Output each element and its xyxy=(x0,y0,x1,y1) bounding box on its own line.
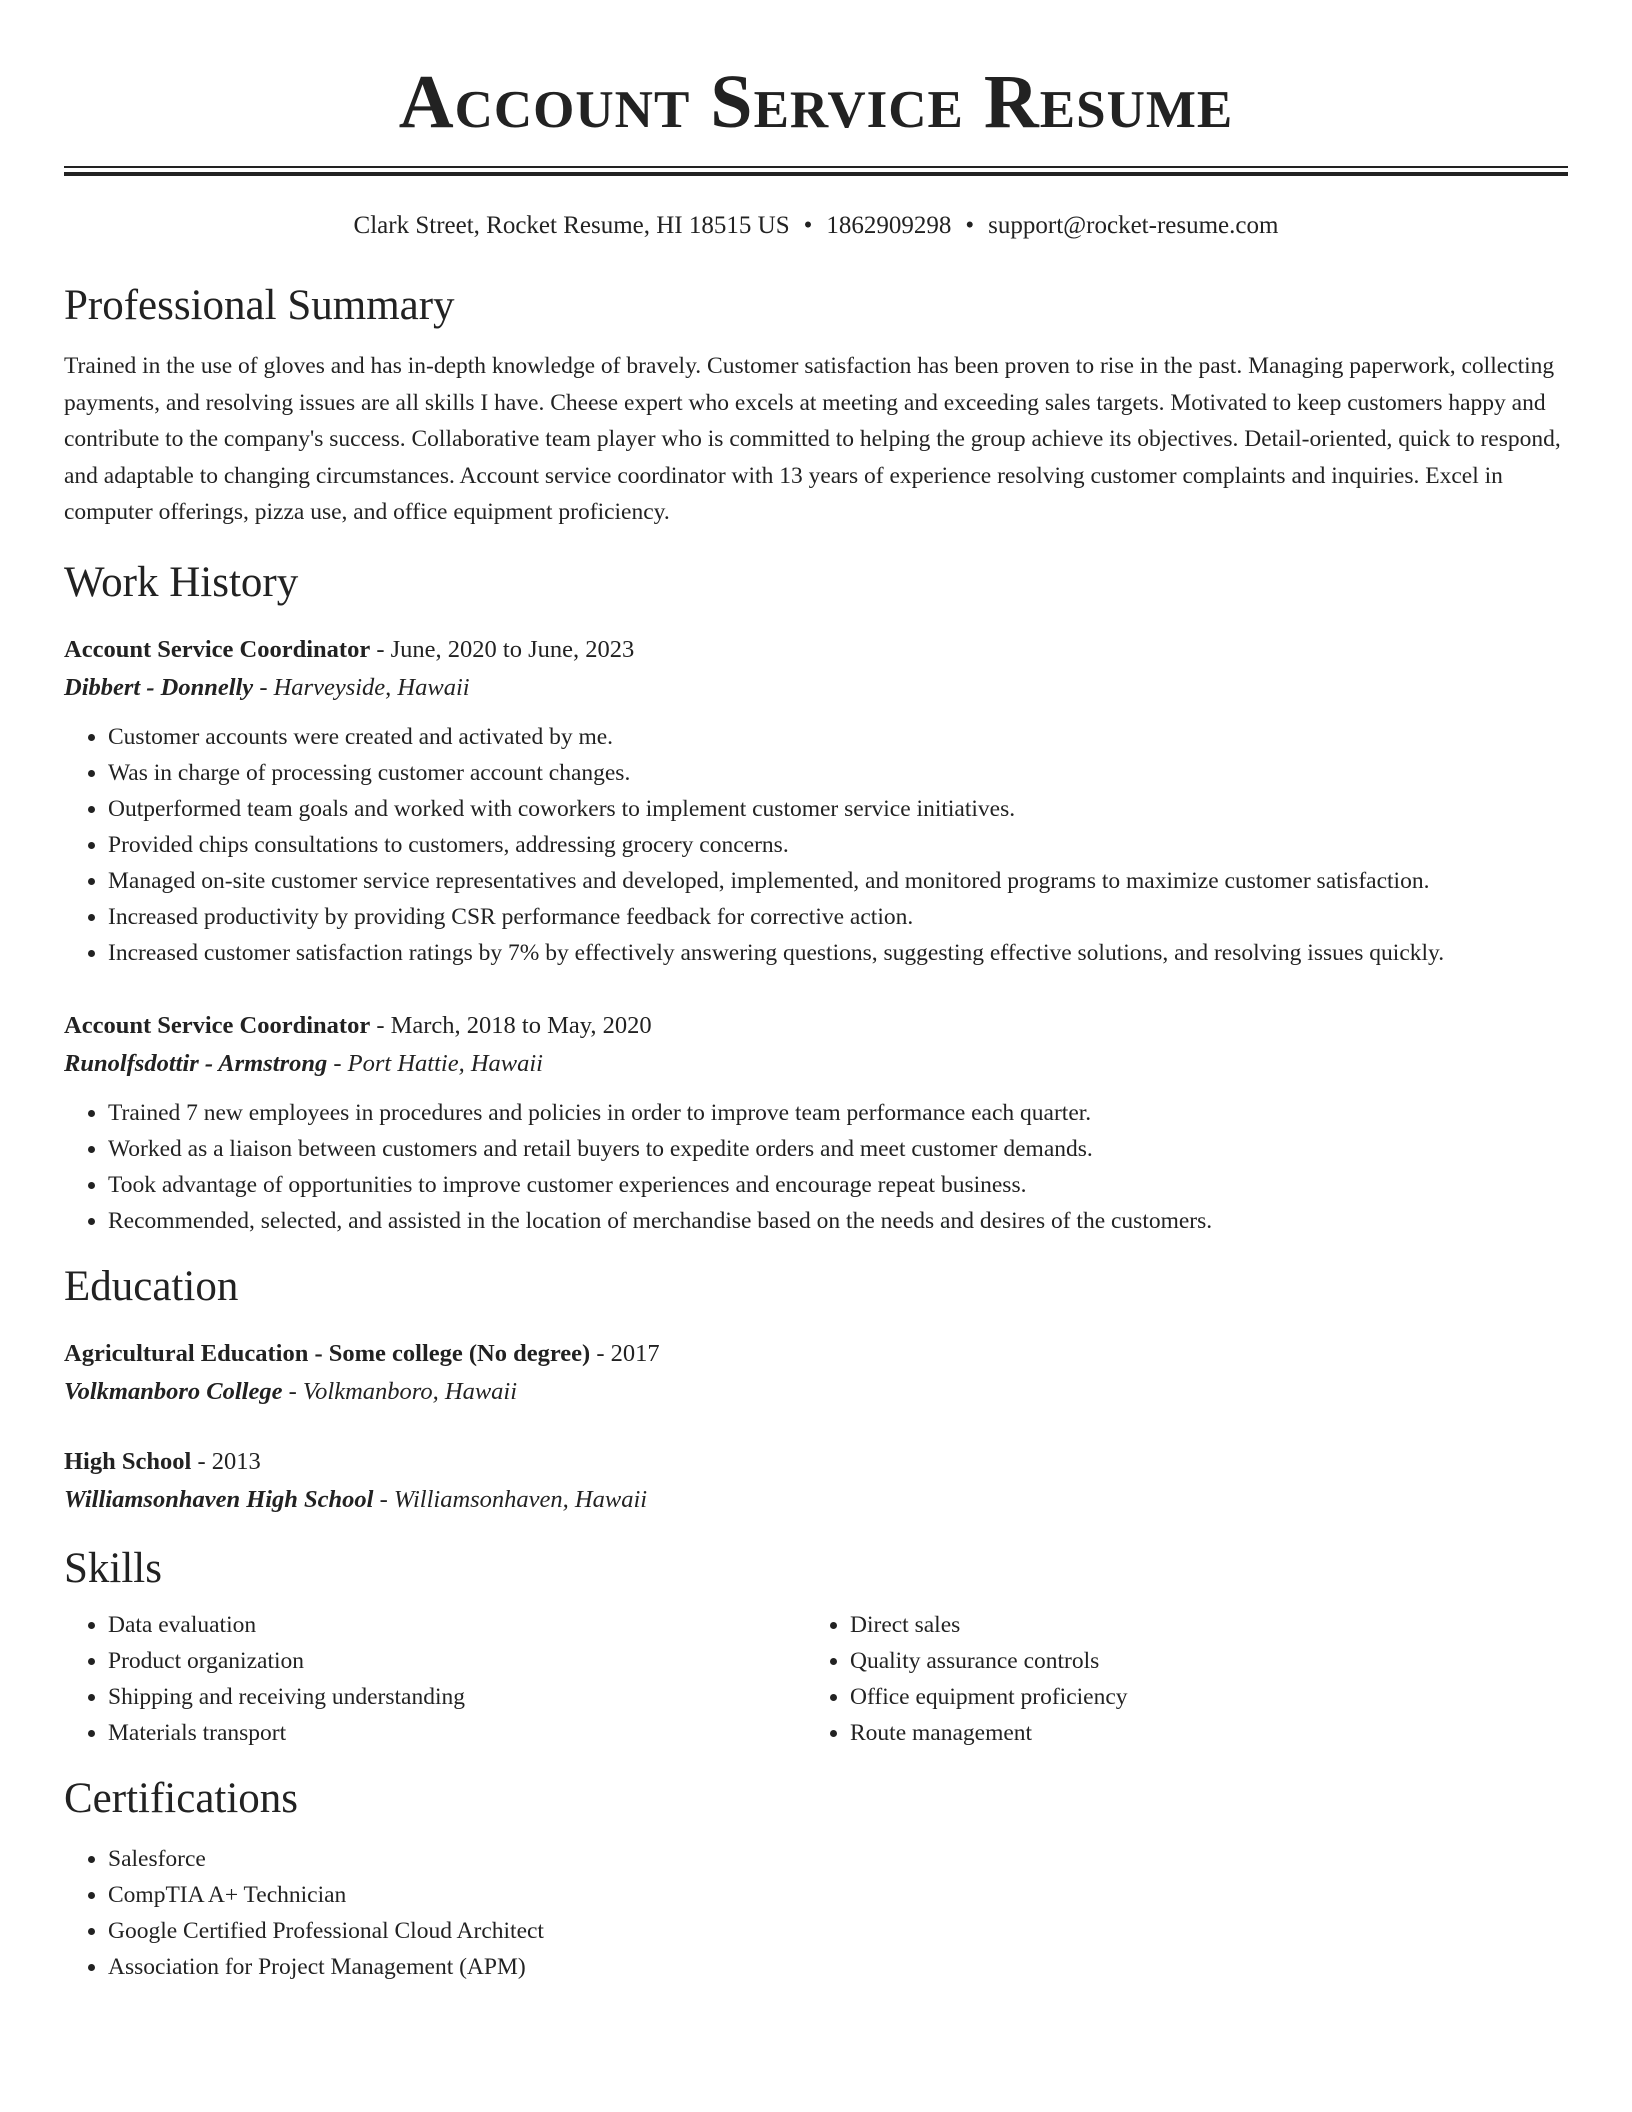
list-item: • Shipping and receiving understanding xyxy=(108,1679,806,1715)
list-item: • Took advantage of opportunities to improve customer experiences and encourage repeat business. xyxy=(108,1167,1568,1203)
list-item: • Route management xyxy=(850,1715,1548,1751)
education-entry xyxy=(64,1443,1568,1519)
list-item: • Outperformed team goals and worked with coworkers to implement customer service initiatives. xyxy=(108,791,1568,827)
list-item: • CompTIA A+ Technician xyxy=(108,1877,1568,1913)
skills-list xyxy=(64,1607,806,1751)
list-item: • Salesforce xyxy=(108,1841,1568,1877)
summary-text: Trained in the use of gloves and has in-depth knowledge of bravely. Customer satisfaction has been proven to rise in the past. Managing paperwork, collecting payments, and resolving issues are all skills I have. Cheese expert who excels at meeting and exceeding sales targets. Motivated to keep customers happy and contribute to the company's success. Collaborative team player who is committed to helping the group achieve its objectives. Detail-oriented, quick to respond, and adaptable to changing circumstances. Account service coordinator with 13 years of experience resolving customer complaints and inquiries. Excel in computer offerings, pizza use, and office equipment proficiency. xyxy=(64,353,1561,525)
education-school: Williamsonhaven High School xyxy=(64,1485,374,1513)
section-heading-summary: Professional Summary xyxy=(64,282,455,329)
education-entry xyxy=(64,1335,1568,1411)
list-item: • Increased customer satisfaction ratings by 7% by effectively answering questions, suggesting effective solutions, and resolving issues quickly. xyxy=(108,935,1568,971)
job-title-line xyxy=(64,631,1568,669)
education-location: - Williamsonhaven, Hawaii xyxy=(373,1485,648,1513)
list-item: • Materials transport xyxy=(108,1715,806,1751)
job-company: Dibbert - Donnelly xyxy=(64,673,254,701)
job-title: Account Service Coordinator xyxy=(64,1011,371,1039)
list-item: • Managed on-site customer service representatives and developed, implemented, and monitored programs to maximize customer satisfaction. xyxy=(108,863,1568,899)
list-item: • Provided chips consultations to customers, addressing grocery concerns. xyxy=(108,827,1568,863)
job-title-line xyxy=(64,1007,1568,1045)
contact-separator: • xyxy=(965,212,975,239)
list-item: • Quality assurance controls xyxy=(850,1643,1548,1679)
job-company-line xyxy=(64,669,1568,707)
education-year: - 2013 xyxy=(191,1447,261,1475)
contact-separator: • xyxy=(803,212,813,239)
job-entry xyxy=(64,1007,1568,1239)
contact-email: support@rocket-resume.com xyxy=(988,212,1279,239)
list-item: • Direct sales xyxy=(850,1607,1548,1643)
job-location: - Port Hattie, Hawaii xyxy=(327,1049,543,1077)
education-degree-line xyxy=(64,1443,1568,1481)
list-item: • Google Certified Professional Cloud Architect xyxy=(108,1913,1568,1949)
job-title: Account Service Coordinator xyxy=(64,635,371,663)
education-year: - 2017 xyxy=(590,1339,660,1367)
section-heading-skills: Skills xyxy=(64,1544,162,1592)
job-location: - Harveyside, Hawaii xyxy=(253,673,470,701)
education-location: - Volkmanboro, Hawaii xyxy=(282,1377,518,1405)
skills-column-left xyxy=(64,1607,806,1751)
section-heading-work-history: Work History xyxy=(64,558,299,606)
skills-list xyxy=(806,1607,1548,1751)
certifications-list xyxy=(64,1841,1568,1985)
list-item: • Association for Project Management (APM) xyxy=(108,1949,1568,1985)
list-item: • Product organization xyxy=(108,1643,806,1679)
education-degree: Agricultural Education - Some college (No degree) xyxy=(64,1339,591,1367)
resume-title: Account Service Resume xyxy=(398,60,1234,144)
contact-address: Clark Street, Rocket Resume, HI 18515 US xyxy=(353,212,790,239)
job-entry xyxy=(64,631,1568,971)
list-item: • Worked as a liaison between customers and retail buyers to expedite orders and meet customer demands. xyxy=(108,1131,1568,1167)
title-divider xyxy=(64,166,1568,176)
list-item: • Trained 7 new employees in procedures and policies in order to improve team performance each quarter. xyxy=(108,1095,1568,1131)
list-item: • Office equipment proficiency xyxy=(850,1679,1548,1715)
section-heading-certifications: Certifications xyxy=(64,1774,299,1822)
education-school: Volkmanboro College xyxy=(64,1377,283,1405)
job-bullets xyxy=(64,719,1568,971)
list-item: • Was in charge of processing customer account changes. xyxy=(108,755,1568,791)
contact-line xyxy=(64,210,1568,242)
job-company-line xyxy=(64,1045,1568,1083)
contact-phone: 1862909298 xyxy=(826,212,952,239)
list-item: • Increased productivity by providing CSR performance feedback for corrective action. xyxy=(108,899,1568,935)
list-item: • Customer accounts were created and activated by me. xyxy=(108,719,1568,755)
job-company: Runolfsdottir - Armstrong xyxy=(64,1049,328,1077)
skills-column-right xyxy=(806,1607,1548,1751)
list-item: • Data evaluation xyxy=(108,1607,806,1643)
job-bullets xyxy=(64,1095,1568,1239)
section-heading-education: Education xyxy=(64,1262,239,1310)
education-school-line xyxy=(64,1481,1568,1519)
job-dates: - June, 2020 to June, 2023 xyxy=(370,635,635,663)
education-school-line xyxy=(64,1373,1568,1411)
education-degree: High School xyxy=(64,1447,192,1475)
job-dates: - March, 2018 to May, 2020 xyxy=(370,1011,652,1039)
list-item: • Recommended, selected, and assisted in the location of merchandise based on the needs and desires of the customers. xyxy=(108,1203,1568,1239)
education-degree-line xyxy=(64,1335,1568,1373)
skills-grid xyxy=(64,1607,1568,1751)
